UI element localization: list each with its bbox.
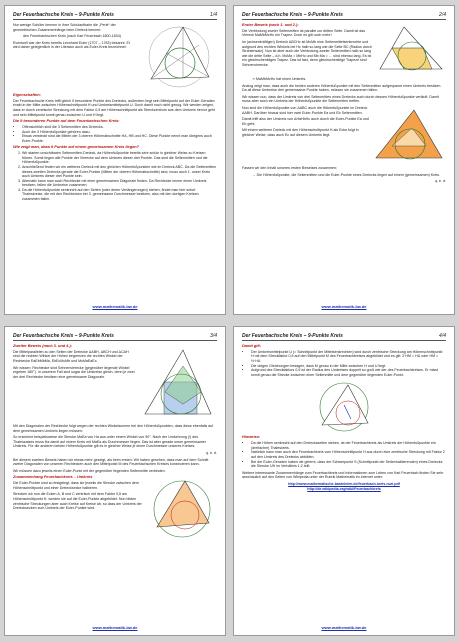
page-number: 4/4 <box>439 333 446 339</box>
page-number: 1/4 <box>210 12 217 18</box>
list-item: • Natürlich kann man auch den Feuerbachkreis vom Höhenschnittpunkt H aus durch eine zentrische Streckung mit Faktor 2 auf den Umkreis des Dreiecks abbilden. <box>251 450 446 459</box>
footer-link[interactable]: www.mathematik-bw.de <box>92 625 138 630</box>
page-1 <box>4 5 226 315</box>
page-4 <box>233 326 455 636</box>
trapezoid-figure <box>376 23 446 75</box>
proof-text: Im (achsenkräftigen) Dreieck ΔBCHc ist McMb eine Seitenmittelsenkrechte und aufgrund des rechten Winkels bei Hc halb so lang wie die Seite BC (Radius durch Strahlensatz). Nun ist aber auch die Verbindung zweier Seitenmitten halb so lang wie die dritte Seite – d.h. McMa = MbHc und Mb Ma = … sind ebenso lang. Es ist ein gleichschenkliges Trapez. Das ist fast, denn gleichschenklige Trapeze sind Sehnenvierecke. <box>242 39 372 67</box>
circumcircle-figure <box>147 475 217 539</box>
page-header <box>242 333 446 341</box>
relation-text: Strecken wir nun die Ecken A, B und C zentrisch mit dem Faktor 0,5 am Höhenschnittpunkt H, werden sie auf die Euler-Punkte abgebildet. Nun bilden zentrische Streckungen aber auch Kreise auf Kreise ab, so dass der Umkreis der Dreiecksecken zum Umkreis der Euler-Punkte wird. <box>13 492 142 511</box>
list-item: • Da die Höhen senkrecht auf den Dreiecksseiten stehen, ist der Feuerbachkreis als Umkreis der Höhenfußpunkte ein (dreifacher) Thaleskreis. <box>251 441 446 450</box>
heading-therefore: Damit gilt: <box>242 343 262 348</box>
proof-text: Wir wissen: Rechtecke sind Sehnenvierecke (gegenüber liegende Winkel ergeben 180°). In unserem Fall sind sogar die Umkreise gleich, denn je zwei der drei Rechtecke besitzen eine gemeinsame Diagonale. <box>13 365 135 379</box>
list-item: 3. Alternativ kann man auch Rechtecke mit einer gemeinsamen Diagonale finden. Da Rechtecke immer einen Umkreis besitzen, fallen die Umkreise zusammen. <box>22 179 217 188</box>
relation-text: Die Euler-Punkte sind so festgelegt, dass sie jeweils die Strecke zwischen dem Höhenschnittpunkt und einer Dreiecksecke halbieren. <box>13 481 139 490</box>
rectangles-figure <box>139 344 217 422</box>
hints-list <box>242 441 446 469</box>
heading-how-to-show: Wie zeigt man, dass 9 Punkte auf einem gemeinsamen Kreis liegen? <box>13 144 140 150</box>
conclusions-list <box>242 350 446 378</box>
footer-link[interactable]: www.mathematik-bw.de <box>321 304 367 309</box>
heading-hints: Hinweise: <box>242 434 261 440</box>
qed-mark: q. e. d. <box>435 179 446 184</box>
proof-text: Wir müssen dazu jeweils einen Euler-Punkt mit der gegenüber liegenden Seitenmitte verbinden. <box>13 468 166 473</box>
heading-properties: Eigenschaften: <box>13 92 41 97</box>
list-item: • Etwas versteckt sind die Mitten der 3 oberen Höhenabschnitte HA, HB und HC. Diese Punkte nennt man übrigens auch Euler-Punkte. <box>22 134 217 143</box>
proof-text: Bei diesem zweiten Beweis haben wir etwas mehr gezeigt, als beim ersten: Wir haben gesehen, dass man auf dem Schnitt zweier Diagonalen von unseren Rechtecken auch den Mittelpunkt M des Feuerbachschen Kreises konstruieren kann. <box>13 457 209 467</box>
proof-text: Die Verbindung zweier Seitenmitten ist parallel zur dritten Seite. Damit ist das Viereck MaMbMcHc ein Trapez. Doch es gilt noch mehr! <box>242 28 366 38</box>
intro-euler: Eventuell war der Kreis bereits Leonhard Euler (1707 – 1783) bekannt. Er wird daher gelegentlich in der Literatur auch als Euler-Kreis bezeichnet. <box>13 40 131 50</box>
list-item: 1. Wir starten unsichtbaren Seitenmitten-Dreieck, da Höhenfußpunkte bereits sehr schön in gleicher Weise zu Kreisen führen. Somit liegen alle Punkte der Vierecke auf dem Umkreis dieser drei Punkte. Das sind die Seitenmitten und die Höhenfußpunkte. <box>22 151 217 165</box>
euler-line-figure <box>304 379 384 433</box>
list-item: 2. Anschließend finden wir ein weiteres Dreieck mit den gleichen Höhenfußpunkten wie im Dreieck ABC. Da die Seitenmitten dieses zweiten Dreiecks gerade die Euler-Punkte (Mitten der oberen Höhenabschnitte) sind, muss auch 1. unser Kreis auch Umkreis dieser drei Punkte sein. <box>22 165 217 179</box>
list-item: • Bei der Euler-Geraden haben wir gelernt, dass der Schwerpunkt S (Schnittpunkt der Seitenhalbierenden) eines Dreiecks die Strecke UH im Verhältnis 1:2 teilt. <box>251 460 446 469</box>
page-header <box>13 333 217 341</box>
proof-text: Analog zeigt man, dass auch die beiden anderen Höhenfußpunkte mit den Seitenmitten aufgespannt einen Umkreis besitzen. Da all diese Umkreise drei gemeinsame Punkte haben, müssen sie zusammen fallen. <box>242 83 442 93</box>
page-title: Der Feuerbachsche Kreis – 9-Punkte Kreis <box>13 12 114 18</box>
page-number: 2/4 <box>439 12 446 18</box>
proof-conclusion: ⇒ MaMbMcHc hat einen Umkreis. <box>252 77 307 81</box>
page-title: Der Feuerbachsche Kreis – 9-Punkte Kreis <box>13 333 114 339</box>
page-header <box>13 12 217 20</box>
summary-text: → Die Höhenfußpunkte, die Seitenmitten und die Euler-Punkte eines Dreiecks liegen auf einem (gemeinsamen) Kreis. <box>252 172 440 177</box>
page-title: Der Feuerbachsche Kreis – 9-Punkte Kreis <box>242 12 343 18</box>
proof-text: Wir wissen nun, dass der Umkreis von drei Seitenmitten eines Dreiecks auch durch dessen Höhenfußpunkte verläuft. Damit muss aber auch ein Umkreis der Höhenfußpunkte die Seitenmitten treffen. <box>242 94 439 104</box>
page-2 <box>233 5 455 315</box>
list-item: • Auch die 3 Höhenfußpunkte gehören dazu. <box>22 130 217 135</box>
list-item: 4. Da die Höhenfußpunkte senkrecht auf den Seiten (oder deren Verlängerungen) stehen, findet man hier sofort Thaleskreise, die mit den Rechtecken bei 3. gemeinsame Durchmesser besitzen, also mit den dortigen Kreisen zusammen fallen. <box>22 188 217 202</box>
heading-second-proof: Zweiter Beweis (nach 3. und 4.): <box>13 343 73 348</box>
steps-list <box>13 151 217 202</box>
proof-text: Nun sind die Höhenfußpunkte von ΔABC auch die Höhenfußpunkte im Dreieck ΔABH. Darüber hinaus sind hier zwei Euler-Punkte Ea und Eb Seitenmitten. <box>242 105 368 115</box>
further-info-text: Weitere interessante Zusammenhänge zum Feuerbachkreis und Informationen zum Leben von Karl Feuerbach finden Sie sehr anschaulich auf den Seiten von Wikipedia unter der Rubrik Mathematik im Internet unter: <box>242 470 444 480</box>
proof-text: Mit den Diagonalen der Rechtecke folgt wegen der rechten Winkelsumme bei den Höhenfußpunkten, dass diese ebenfalls auf dem gemeinsamen Umkreis liegen müssen: <box>13 424 214 433</box>
page-title: Der Feuerbachsche Kreis – 9-Punkte Kreis <box>242 333 343 339</box>
external-link-pdf[interactable]: http://www.mathematische-basteleien.de/feuerbach-kreis-nuri.pdf <box>288 481 400 486</box>
footer-link[interactable]: www.mathematik-bw.de <box>321 625 367 630</box>
proof-text: Damit trifft also der Umkreis von ΔHaHbHc auch durch die Euler-Punkte Ea und Eb geht. <box>242 117 369 126</box>
page-3 <box>4 326 226 636</box>
intro-text: Nur wenige Schüler kennen in ihrer Schulaufbahn die „Perle“ der geometrischen Zusammenhänge beim Dreieck kennen: <box>13 23 116 32</box>
proof-text: Die Mittelparallelen zu den Seiten der Dreiecke ΔABH, ΔBCH und ΔCAH sind die rechten Winkel der Höhen begrenzen die rechten Winkel der Rechtecke EaEbMbMa, EbEcMcMb und McMaEaEc. <box>13 349 129 363</box>
intro-highlight: den Feuerbachschen Kreis (nach Karl Feuerbach 1800-1834) <box>23 34 121 39</box>
qed-mark: q. e. d. <box>206 450 217 455</box>
summary-intro: Fassen wir den Inhalt unseres ersten Beweises zusammen: <box>242 165 337 170</box>
list-item: • Der Umkreismittelpunkt U (= Schnittpunkt der Mittelsenkrechten) wird durch zentrische Streckung am Höhenschnittpunkt H mit dem Streckfaktor 0,5 auf den Mittelpunkt M des Feuerbachkreises abgebildet und es gilt: 2·HM = HU oder HM = ½·HU. <box>251 350 446 364</box>
triangle-figure-2 <box>372 106 446 164</box>
list-item: • Offensichtlich sind die 3 Seitenmitten des Dreiecks. <box>22 125 217 130</box>
list-item: • Die obigen Gleichungen besagen, dass M genau in der Mitte zwischen H und U liegt. <box>251 364 446 369</box>
footer-link[interactable]: www.mathematik-bw.de <box>92 304 138 309</box>
list-item: • Aufgrund des Streckfaktors 0,5 ist der Radius des Umkreises doppelt so groß wie der des Feuerbachkreises. Er misst somit genau die Strecke zwischen einer Seitenmitte und dem gegenüber liegenden Euler-Punkt. <box>251 368 446 377</box>
page-number: 3/4 <box>210 333 217 339</box>
heading-nine-points: Die 9 besonderen Punkte auf dem Feuerbachschen Kreis: <box>13 118 120 124</box>
proof-text: Mit einem weiteren Dreieck mit den Höhenschnittpunkt H als Ecke folgt in gleicher Weise, dass auch Ec auf diesem Umkreis liegt. <box>242 128 359 137</box>
heading-first-proof: Erster Beweis (nach 1. und 2.): <box>242 22 299 27</box>
proof-text: So erscheint beispielsweise die Strecke MaEa von Ha aus unter einem Winkel von 90°. Nach der Umkehrung (!) des Thalessatzes muss Ha damit auf einem Kreis mit MaEa als Durchmesser liegen. Das ist aber gerade unser gemeinsamer Umkreis. Für die anderen beiden Höhenfußpunkte gilt es in gleicher Weise je einen Durchmesser unseres Kreises. <box>13 435 206 449</box>
external-link-wikipedia[interactable]: http://de.wikipedia.org/wiki/Feuerbachkreis <box>307 486 381 491</box>
properties-text: Der Feuerbachsche Kreis trifft gleich 9 besondere Punkte des Dreiecks, außerdem liegt sein Mittelpunkt auf der Euler-Geraden exakt in der Mitte zwischen Höhenschnittpunkt H und Umkreismittelpunkt U. Doch damit noch nicht genug. Wir werden zeigen, dass er durch zentrische Streckung mit dem Faktor 0,5 am Höhenschnittpunkt als Streckzentrum aus dem Umkreis hervor geht und sein Mittelpunkt somit genau zwischen U und H liegt. <box>13 98 215 117</box>
nine-points-list <box>13 125 217 143</box>
triangle-figure-1 <box>139 23 217 89</box>
heading-relation: Zusammenhang Feuerbachkreis – Umkreis <box>13 474 93 480</box>
page-header <box>242 12 446 20</box>
